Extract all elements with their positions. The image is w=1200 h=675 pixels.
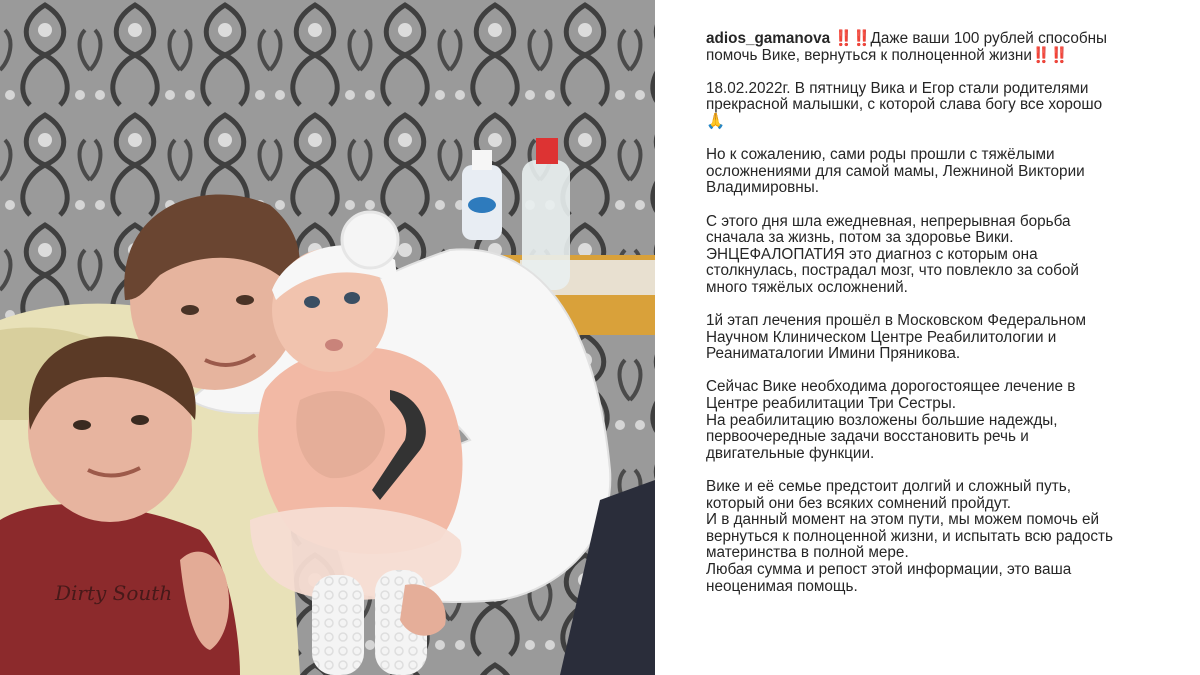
caption-line: Любая сумма и репост этой информации, это ваша	[706, 561, 1072, 578]
double-exclamation-icon: ‼️‼️	[1031, 46, 1068, 64]
praying-hands-icon: 🙏	[706, 112, 726, 130]
headband-bow	[342, 212, 398, 268]
caption-line: двигательные функции.	[706, 444, 875, 462]
double-exclamation-icon: ‼️‼️	[834, 30, 871, 47]
caption-line: первоочередные задачи восстановить речь и	[706, 428, 1029, 446]
caption-line: Центре реабилитации Три Сестры.	[706, 395, 957, 413]
svg-text:Dirty South: Dirty South	[55, 581, 173, 605]
caption-paragraph	[706, 479, 1151, 595]
post-caption	[706, 31, 1151, 612]
caption-line: материнства в полной мере.	[706, 544, 909, 562]
caption-line: столкнулась, пострадал мозг, что повлекло за собой	[706, 262, 1079, 280]
caption-line: 1й этап лечения прошёл в Московском Федеральном	[706, 312, 1087, 330]
caption-paragraph	[706, 147, 1151, 197]
caption-line: Владимировны.	[706, 179, 820, 197]
caption-paragraph	[706, 81, 1151, 131]
caption-line: много тяжёлых осложнений.	[706, 278, 908, 296]
caption-line: прекрасной малышки, с которой слава богу все хорошо	[706, 96, 1103, 114]
caption-line: Научном Клиническом Центре Реабилитологии и	[706, 328, 1057, 346]
caption-line: который они без всяких сомнений пройдут.	[706, 494, 1012, 512]
caption-line: Вике и её семье предстоит долгий и сложный путь,	[706, 478, 1071, 496]
caption-line: И в данный момент на этом пути, мы можем помочь ей	[706, 511, 1100, 529]
caption-line: 18.02.2022г. В пятницу Вика и Егор стали родителями	[706, 79, 1089, 97]
caption-line: Но к сожалению, сами роды прошли с тяжёлыми	[706, 146, 1055, 164]
caption-line: Сейчас Вике необходима дорогостоящее лечение в	[706, 378, 1076, 396]
caption-line: ЭНЦЕФАЛОПАТИЯ это диагноз с которым она	[706, 245, 1038, 263]
caption-line: осложнениями для самой мамы, Лежниной Виктории	[706, 162, 1085, 180]
caption-line: сначала за жизнь, потом за здоровье Вики.	[706, 229, 1014, 247]
caption-line: С этого дня шла ежедневная, непрерывная борьба	[706, 212, 1071, 230]
caption-line: На реабилитацию возложены большие надежды,	[706, 411, 1058, 429]
caption-line: Реаниматалогии Имини Пряникова.	[706, 345, 961, 363]
caption-paragraph	[706, 313, 1151, 363]
caption-paragraph	[706, 214, 1151, 297]
username-link[interactable]: adios_gamanova	[706, 30, 831, 47]
headline-text: Даже ваши 100 рублей способны помочь Вике, вернуться к полноценной жизни	[706, 30, 1108, 64]
caption-headline	[706, 31, 1151, 64]
caption-line: вернуться к полноценной жизни, и испытать всю радость	[706, 527, 1113, 545]
caption-paragraph	[706, 379, 1151, 462]
caption-body	[706, 81, 1151, 595]
baby-leg-left	[312, 575, 364, 675]
caption-line: неоценимая помощь.	[706, 577, 858, 595]
